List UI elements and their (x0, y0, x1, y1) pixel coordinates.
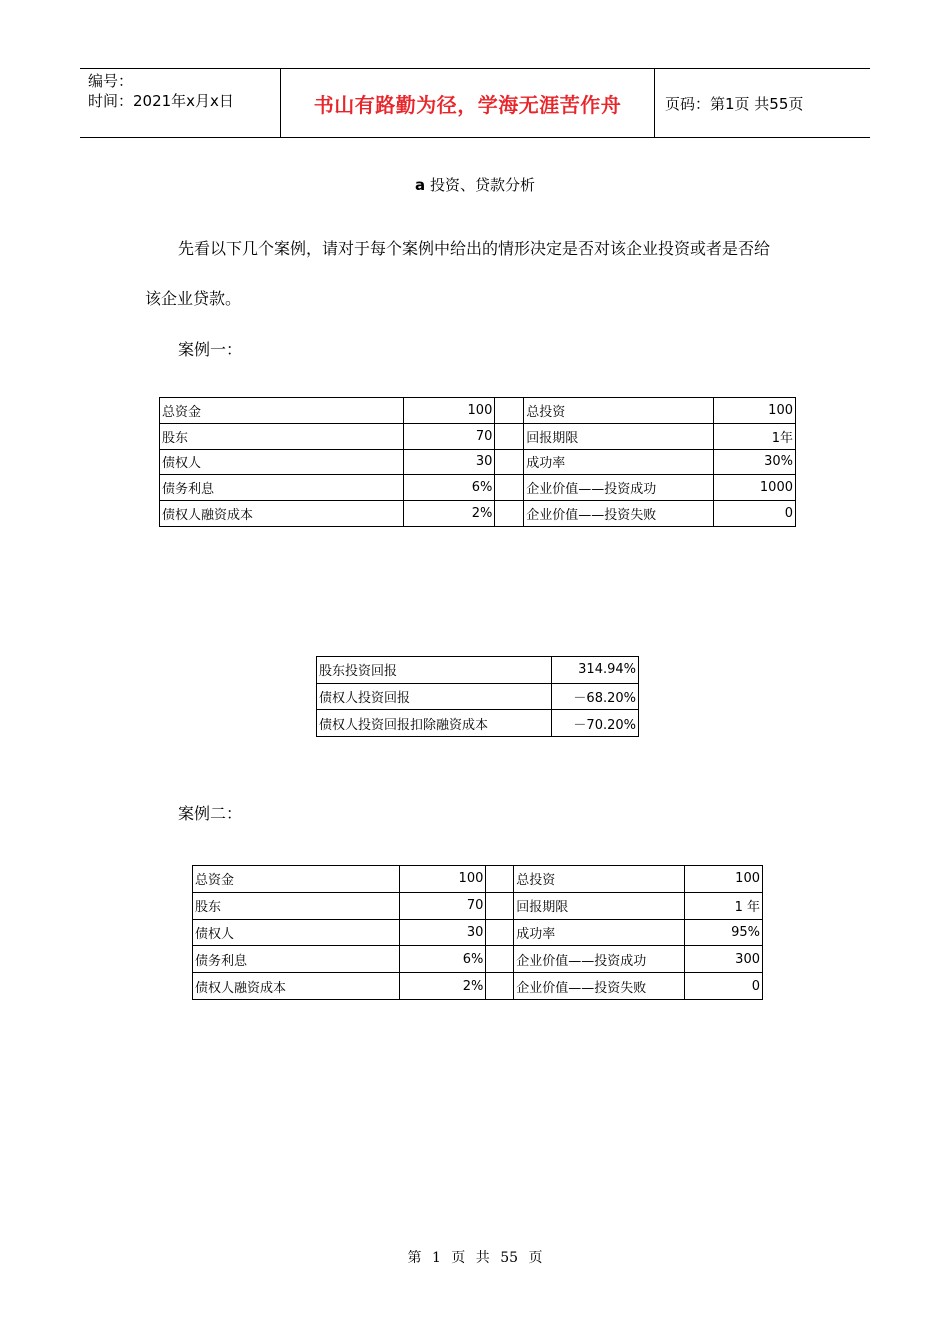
cell-value: 70 (399, 892, 486, 919)
cell-label: 成功率 (524, 449, 714, 475)
cell-gap (495, 423, 524, 449)
table-row (160, 423, 796, 449)
cell-value: 100 (714, 398, 796, 424)
cell-label: 总资金 (193, 866, 400, 893)
table-row (160, 398, 796, 424)
table-row (193, 973, 763, 1000)
cell-value: 95% (685, 919, 763, 946)
cell-gap (486, 866, 514, 893)
cell-gap (486, 919, 514, 946)
cell-value: 100 (685, 866, 763, 893)
cell-value: 0 (685, 973, 763, 1000)
cell-value: 30 (403, 449, 495, 475)
cell-value: 70 (403, 423, 495, 449)
cell-value: 100 (403, 398, 495, 424)
cell-gap (495, 449, 524, 475)
cell-label: 回报期限 (514, 892, 685, 919)
cell-label: 债权人 (193, 919, 400, 946)
cell-value: 30% (714, 449, 796, 475)
cell-value: 314.94% (552, 657, 639, 684)
header-left (80, 69, 280, 137)
cell-label: 债权人融资成本 (193, 973, 400, 1000)
cell-label: 债权人融资成本 (160, 501, 404, 527)
cell-value: 1年 (714, 423, 796, 449)
title-text: 投资、贷款分析 (429, 176, 535, 194)
cell-label: 债权人 (160, 449, 404, 475)
cell-value: 100 (399, 866, 486, 893)
case1-result-table (316, 656, 639, 737)
header-motto: 书山有路勤为径，学海无涯苦作舟 (280, 69, 655, 137)
cell-label: 企业价值——投资成功 (524, 475, 714, 501)
page-footer: 第 1 页 共 55 页 (407, 1250, 543, 1266)
intro-line-1: 先看以下几个案例，请对于每个案例中给出的情形决定是否对该企业投资或者是否给 (178, 239, 771, 258)
cell-label: 债务利息 (193, 946, 400, 973)
time-label: 时间：2021年x月x日 (88, 92, 234, 110)
case1-label: 案例一： (178, 340, 243, 359)
document-title (0, 174, 950, 195)
cell-label: 回报期限 (524, 423, 714, 449)
case2-input-table (192, 865, 763, 1000)
cell-gap (495, 501, 524, 527)
intro-line-2: 该企业贷款。 (145, 289, 242, 308)
table-row (317, 710, 639, 737)
cell-gap (495, 398, 524, 424)
case2-label: 案例二： (178, 804, 243, 823)
cell-value: 2% (403, 501, 495, 527)
cell-label: 企业价值——投资成功 (514, 946, 685, 973)
table-row (193, 866, 763, 893)
cell-value: 6% (399, 946, 486, 973)
cell-value: －68.20% (552, 683, 639, 710)
table-row (160, 449, 796, 475)
cell-label: 债权人投资回报 (317, 683, 552, 710)
table-row (193, 892, 763, 919)
cell-gap (486, 973, 514, 1000)
table-row (193, 946, 763, 973)
cell-value: 6% (403, 475, 495, 501)
cell-label: 总投资 (524, 398, 714, 424)
case1-input-table (159, 397, 796, 527)
header-page-info: 页码：第1页 共55页 (665, 94, 804, 113)
cell-value: 300 (685, 946, 763, 973)
cell-value: 2% (399, 973, 486, 1000)
table-row (317, 657, 639, 684)
cell-value: －70.20% (552, 710, 639, 737)
title-prefix: a (415, 176, 426, 194)
cell-value: 0 (714, 501, 796, 527)
cell-gap (495, 475, 524, 501)
cell-label: 股东 (160, 423, 404, 449)
cell-label: 债务利息 (160, 475, 404, 501)
table-row (160, 475, 796, 501)
cell-label: 企业价值——投资失败 (514, 973, 685, 1000)
number-label: 编号： (88, 72, 134, 90)
table-row (160, 501, 796, 527)
cell-value: 1 年 (685, 892, 763, 919)
cell-label: 成功率 (514, 919, 685, 946)
cell-value: 1000 (714, 475, 796, 501)
cell-gap (486, 946, 514, 973)
table-row (193, 919, 763, 946)
cell-label: 股东投资回报 (317, 657, 552, 684)
cell-label: 债权人投资回报扣除融资成本 (317, 710, 552, 737)
cell-value: 30 (399, 919, 486, 946)
table-row (317, 683, 639, 710)
cell-label: 企业价值——投资失败 (524, 501, 714, 527)
cell-label: 总资金 (160, 398, 404, 424)
cell-label: 股东 (193, 892, 400, 919)
page-header (80, 68, 870, 138)
cell-gap (486, 892, 514, 919)
cell-label: 总投资 (514, 866, 685, 893)
